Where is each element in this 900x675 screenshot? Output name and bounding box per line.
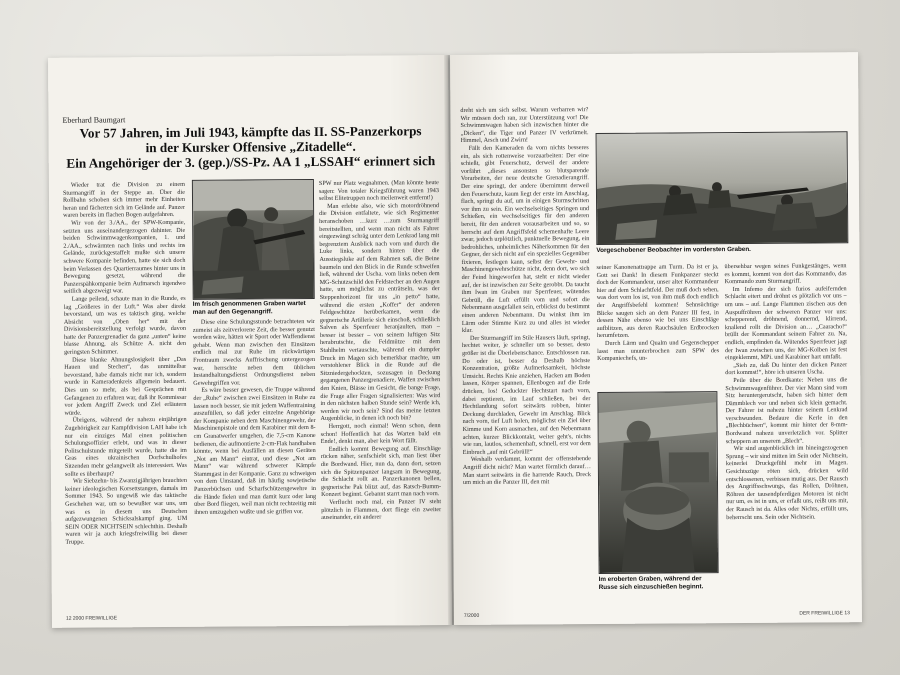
observer-photo-image [597, 132, 848, 244]
paragraph: Endlich kommt Bewegung auf. Einschläge rücken näher, senfschiebt sich, man liest über die Bordwand. Hier, nun da, dann dort, setzen sich die Spitzenpanzer langsam in Bewegung, die Schlacht rollt an. Panzerkanonen bellen, gegnerische Pak blitzt auf, das Ratsch-Bumm-Konzert beginnt. Gebannt starrt man nach vorn. [320, 444, 442, 499]
left-column-1 [63, 181, 188, 610]
paragraph: Wir sind augenblicklich im hineingezogenen Sprung – wir sind mitten im Sein oder Nichtsein, keinerlei Druckgefühl mehr im Magen. Gesichtszüge röten sich, drücken wild entschlossenen, verbissen mutig aus. Der Rausch des Angriffsschwungs, das Rollen, Dröhnen, Röhren der tausendpferdigen Motoren ist nicht nur um, es ist in uns, er erfaßt uns, reißt uns mit, der Rausch ist da. Alles oder Nichts, erfüllt uns, beherrscht uns. Sein oder Nichtsein. [725, 444, 849, 521]
right-page [450, 52, 862, 625]
paragraph: Es wäre besser gewesen, die Truppe während der „Ruhe“ zwischen zwei Einsätzen in Ruhe zu lassen noch besser, sie mit jedem Waffentraining auszufüllen, so daß jeder einzelne Angehörige der Kompanie neben dem Maschinengewehr, der Maschinenpistole und dem Karabiner mit dem 8-cm Granatwerfer umgehen, die 7,5-cm Kanone bedienen, die aufmontierte 2-cm-Flak handhaben könnte, wenn bei Ausfällen an diesen Geräten „Not am Mann“ eintrat, und diese „Not am Mann“ war während schwerer Kämpfe Stammgast in der Kompanie. Ganz zu schweigen von dem Umstand, daß im häufig sowjetische Panzerbüchsen und Scharfschützengewehre in die Hände fielen und man damit kurz oder lang über Bord fliegen, weil man nicht rechtzeitig mit ihnen umzugehen wußte und sie griffen vor. [193, 386, 317, 516]
left-photo-caption: Im frisch genommenen Graben wartet man auf den Gegenangriff. [192, 300, 306, 316]
captured-trench-image [598, 392, 717, 573]
paragraph: Übrigens, während der nahezu einjährigen Zugehörigkeit zur Kampfdivision LAH habe ich nur ein einziges Mal einen politischen Schulungsoffizier erlebt, und was in dieser Politschulstunde mitgeteilt wurde, hatte die im Gras eines ukrainischen Dorfschulhofes Sitzenden mehr gelangweilt als interessiert. Was sollte es überhaupt? [64, 416, 187, 478]
paragraph: Wir Siebzehn- bis Zwanzigjährigen brauchten keiner ideologischen Korsettstangen, damals im Sommer 1943. So ungewiß wie das taktische Geschehen war, um so bewußter war uns, um was es in diesem uns Deutschen aufgezwungenen Schicksalskampf ging. UM SEIN ODER NICHTSEIN schlechthin. Deshalb waren wir ja auch kriegsfreiwillig bei dieser Truppe. [65, 477, 188, 546]
paragraph: dreht sich um sich selbst. Warum verharren wir? Wir müssen doch ran, zur Unterstützung vor! Die Schwimmwagen haben sich inzwischen hinter die „Dicken“, die Tiger und Panzer IV verkrümelt. Himmel, Arsch und Zwirn! [460, 106, 589, 145]
paragraph: seiner Kanonenattrappe am Turm. Da ist er ja, Gott sei Dank! In diesem Funkpanzer steckt doch der Kommandeur, unser alter Kommandeur hier auf dem Schlachtfeld. Der muß doch sehen, was dort vorn los ist, von ihm muß doch endlich der Angriffsbefehl kommen! Sehnsüchtige Blicke saugen sich an dem Panzer III fest, in dessen Nähe ebenso wie bei uns Einschläge aufblitzen, aus deren Rauchsäulen Erdbrocken herumfetzen. [596, 263, 719, 340]
right-column-3 [724, 262, 848, 605]
paragraph: Im Infemo der sich furios aufeifernden Schlacht eitert und dröhnt es plötzlich vor uns – um uns – auf. Lange Flammen zischen aus den Auspuffröhren der schweren Panzer vor uns: schepperend, dröhnend, donnernd, klirrend, knallend rollt die Division an… „Caaracho!“ brüllt der Kommandant seinem Fahrer zu. Na, endlich, empfinden da. Wütendes Sperrfeuer jagt der Iwan zwischen uns, der MG-Kolben ist fest eingeklemmt, MPi. und Karabiner hart umfaßt. [724, 285, 848, 362]
soldier-photo-image [193, 180, 314, 299]
paragraph: Weshalb verdammt, kommt der offenstehende Angriff dicht nicht? Man wartet förmlich darauf… Man starrt seitwärts in die harrende Rauch, Dreck um mich an die Panzer III, den mit [462, 455, 591, 487]
soldier-trench-photo [192, 179, 315, 300]
paragraph: Wieder trat die Division zu einem Sturmangriff in der Steppe an. Über die Rollbahn schoben sich immer mehr Einheiten heran und fächerten sich im Gelände auf. Panzer waren bereits im flachen Bogen aufgefahren. [62, 180, 186, 220]
captured-trench-photo [597, 391, 718, 574]
paragraph: Verflucht noch mal, ein Panzer IV steht plötzlich in Flammen, dort fliege ein zweiter auseinander, ein anderer [321, 498, 442, 522]
paragraph: Der Sturmangriff im Stile Hausers läuft, springt, hechtet weiter, je schneller um so besser, desto größer ist die Überlebenschance. Entschlossen ran. Do oder ist, besser da Deshalb höchste Konzentration, größte Aufmerksamkeit, höchste Umsicht. Rechts Knie anziehen, Hacken am Boden lassen, Körper spannen, Ellenbogen auf die Erde drücken, los! Geduckter Hechtstart nach vorn, dabei reptieren, im Lauf schließen, bei der Hechtlandung sofort seitwärts robben, hinter Deckung durchladen, Gewehr im Anschlag. Blick nach vorn, tief Luft holen, möglichst ein Ziel über Kimme und Korn ausmachen, auf den Nebenmann achten, kurzer Blickkontakt, weiter geht's, nichts wie ran, lautlos, schemenhaft, schnell, erst vor dem Einbruch „auf mit Gebrüll!“ [462, 333, 591, 456]
right-column-1 [460, 106, 591, 607]
paragraph: übersehbar wegen seines Funkgestänges, wenn es kommt, kommt von dort das Kommando, das Kommando zum Sturmangriff. [724, 262, 847, 286]
right-page-footer-right: DER FREIWILLIGE 13 [799, 610, 850, 617]
paragraph: Peile über die Bordkante: Neben uns die Schwimmwagenführer. Der vier Mann sind vom Sitz heruntergerutscht, haben sich hinter dem Dämmblech vor und neben sich klein gemacht. Der Fahrer ist nahezu hinter seinem Lenkrad verschwunden. Bedaure die Kerle in den „Blechbüchsen“, kommt mir hinter der 8-mm-Bordwand nahezu unverletzlich vor. Splitter scheppern an unserem „Blech“. [725, 376, 848, 445]
left-column-3 [319, 179, 442, 608]
paragraph: Wir von der 3./AA., der SPW-Kompanie, setzten uns auseinandergezogen dahinter. Die beiden Schwimmwagenkompanien, 1. und 2./AA., schwärmten nach links und rechts ins Gelände, zurückgestaffelt mußte sich unsere schwere Kompanie befinden, hatte sie sich doch beim Verlassen des Quartierraumes hinter uns in Bewegung gesetzt, während die Panzerspähkompanie beim Aufmarsch irgendwo seitlich abgezweigt war. [63, 218, 186, 296]
open-magazine [48, 52, 862, 628]
observer-trench-photo [596, 131, 849, 245]
right-photo1-caption: Vorgeschobener Beobachter im vordersten Graben. [596, 245, 751, 255]
paragraph: Lange peilend, schaute man in die Runde, es lag „Größeres in der Luft.“ Was aber direkt bevorstand, um was es taktisch ging, welche Absicht von „Oben her“ mit der Divisionsbereitstellung verfolgt wurde, davon hatte der Panzergrenadier da ganz „unten“ keine blasse Ahnung, als Schütze A. nicht den geringsten Schimmer. [63, 294, 187, 356]
paragraph: Fällt den Kameraden da vorn nichts besseres ein, als sich rottenweise vorzuarbeiten: Der eine schießt, gibt Feuerschutz, derweil der andere vorfährt „dieses ansonsten so blutsparende Vorarbeiten, der neue deutsche Grenadierangriff. Der eine springt, der andere übernimmt derweil den Feuerschutz, kaum liegt der erste im Anschlag, flach, springt du auf, um in einigen Sturmschritten vor ihm zu sein. Ein wechselseitiges Springen und Schießen, ein wechselseitiges für den anderen bereit, für den anderen vorausarbeiten und so, so herrscht auf dem Angriffsfeld schemenhafte Leere zwar, jedoch urplötzlich, punktuelle Bewegung, ein bedrohliches, unheimliches Näherkommen für den Gegner, der sich nicht auf ein spezielles Gegenüber fixieren, festlegen kann, selbst der Gewehr- und Maschinengewehrschütze nicht, denn dort, wo sich der Feind hingeworfen hat, steht er nicht wieder auf, der ist inzwischen zur Seite gerobbt. Da taucht ihm Iwan im Graben nur Sperrfeuer, wütendes Gebrüll, die Luft erfüllt vom und sofort die Nebenmann ausgefallen sein, erblickst du bestimmt einen anderen Nebenmann. Du winkst ihm im Lärm oder Stimme Kurz zu und alles ist wieder klar. [460, 144, 590, 335]
right-photo2-caption: Im eroberten Graben, während der Russe sich einzuschießen beginnt. [598, 575, 704, 591]
left-column-2 [193, 318, 317, 609]
article-headline [62, 123, 438, 171]
paragraph: „Sieh zu, daß Du hinter den dicken Panzer dort kommst!“, höre ich unseren Uscha. [725, 360, 848, 377]
headline-line-3: Ein Angehöriger der 3. (gep.)/SS-Pz. AA 1 „LSSAH“ erinnert sich [66, 153, 436, 171]
headline-line-1: Vor 57 Jahren, im Juli 1943, kämpfte das II. SS-Panzerkorps [79, 123, 422, 141]
article-author: Eberhard Baumgart [62, 115, 126, 125]
paragraph: Herrgott, noch einmal! Wenn schon, denn schon! Hoffentlich hat das Warten bald ein Ende!, denkt man, aber kein Wort fällt. [320, 422, 441, 446]
right-page-footer-left: 7/2000 [463, 612, 480, 619]
paragraph: SPW nur Platz wegnahmen. (Man könnte heute sagen: Von totaler Kriegsführung waren 1943 selbst Elitetruppen noch meilenweit entfernt!) [318, 179, 439, 203]
paragraph: Man erlebte also, wie sich motordröhnend die Division entfaltete, wie sich Regimenter heranschoben …kurz …zum Sturmangriff bereitstellten, und wenn man nicht als Fahrer eingezwängt schräg unter dem Lenkrad lang mit begrenztem Ausblick nach vorn und durch die Luke links, sondern hinten über die Ausstiegsluke auf dem Rahmen saß, die Beine baumeln und den Blick in die Runde schweifen ließ, während der Uscha. vom links neben dem MG-Schutzschild den Feldstecher an den Augen hatte, um möglichst zu enträtseln, was der Steppenhorizont für uns „in petto“ hatte, während die ersten „Koffer“ der anderen Feldgeschütze herüberkamen, wenn die gegnerische Artillerie sich einschoß, schließlich Salven als Sperrfeuer heranjaulten, man – besser ist besser – von seinem luftigen Sitz herabrutschte, die Feldmütze mit dem Stahlhelm vertauschte, während ein dumpfer Druck im Magen sich bemerkbar machte, um verstohlener Blick in die Runde auf die Sitzniedergehockten, sozusagen in Deckung gegangenen Panzergrenadiere, Waffen zwischen den Knien, Blässe im Gesicht, die bange Frage, die Frage aller Fragen signalisierten: Was wird in den nächsten halben Stunde sein? Werde ich, werden wir noch sein? Sind das meine letzten Augenblicke, in denen ich noch bin? [319, 201, 441, 423]
left-page-footer: 12 2000 FREIWILLIGE [65, 615, 118, 622]
left-page [48, 55, 452, 628]
paragraph: Durch Lärm und Qualm und Gegenschepper lasst man ununterbrochen zum SPW des Kompaniechefs, un- [597, 339, 720, 363]
headline-line-2: in der Kursker Offensive „Zitadelle“. [145, 138, 356, 156]
right-column-2 [596, 263, 719, 394]
paragraph: Diese blanke Ahnungslosigkeit über „Das Hauen und Stechen“, das unmittelbar bevorstand, habe damals nicht nur ich, sondern wurde in Kameradenkreis allgemein bedauert. Dies um so mehr, als bei Gesprächen mit Gefangenen zu erfahren war, daß ihr Kommissar vor jedem Angriff Zweck und Ziel erläutern würde. [64, 355, 187, 417]
paragraph: Diese eine Schulungsstunde betrachteten wir zumeist als zeitverlorene Zeit, die besser genutzt worden wäre, hätten wir Sport oder Waffendienst gehabt. Wenn man zwischen den Einsätzen endlich mal zur Ruhe im rückwärtigen Frontraum zwecks Auffrischung untergezogen war, herrschte neben dem üblichen Instandhaltungsdienst Ordnungsdienst neben Gewehrgriffen vor. [192, 317, 316, 387]
